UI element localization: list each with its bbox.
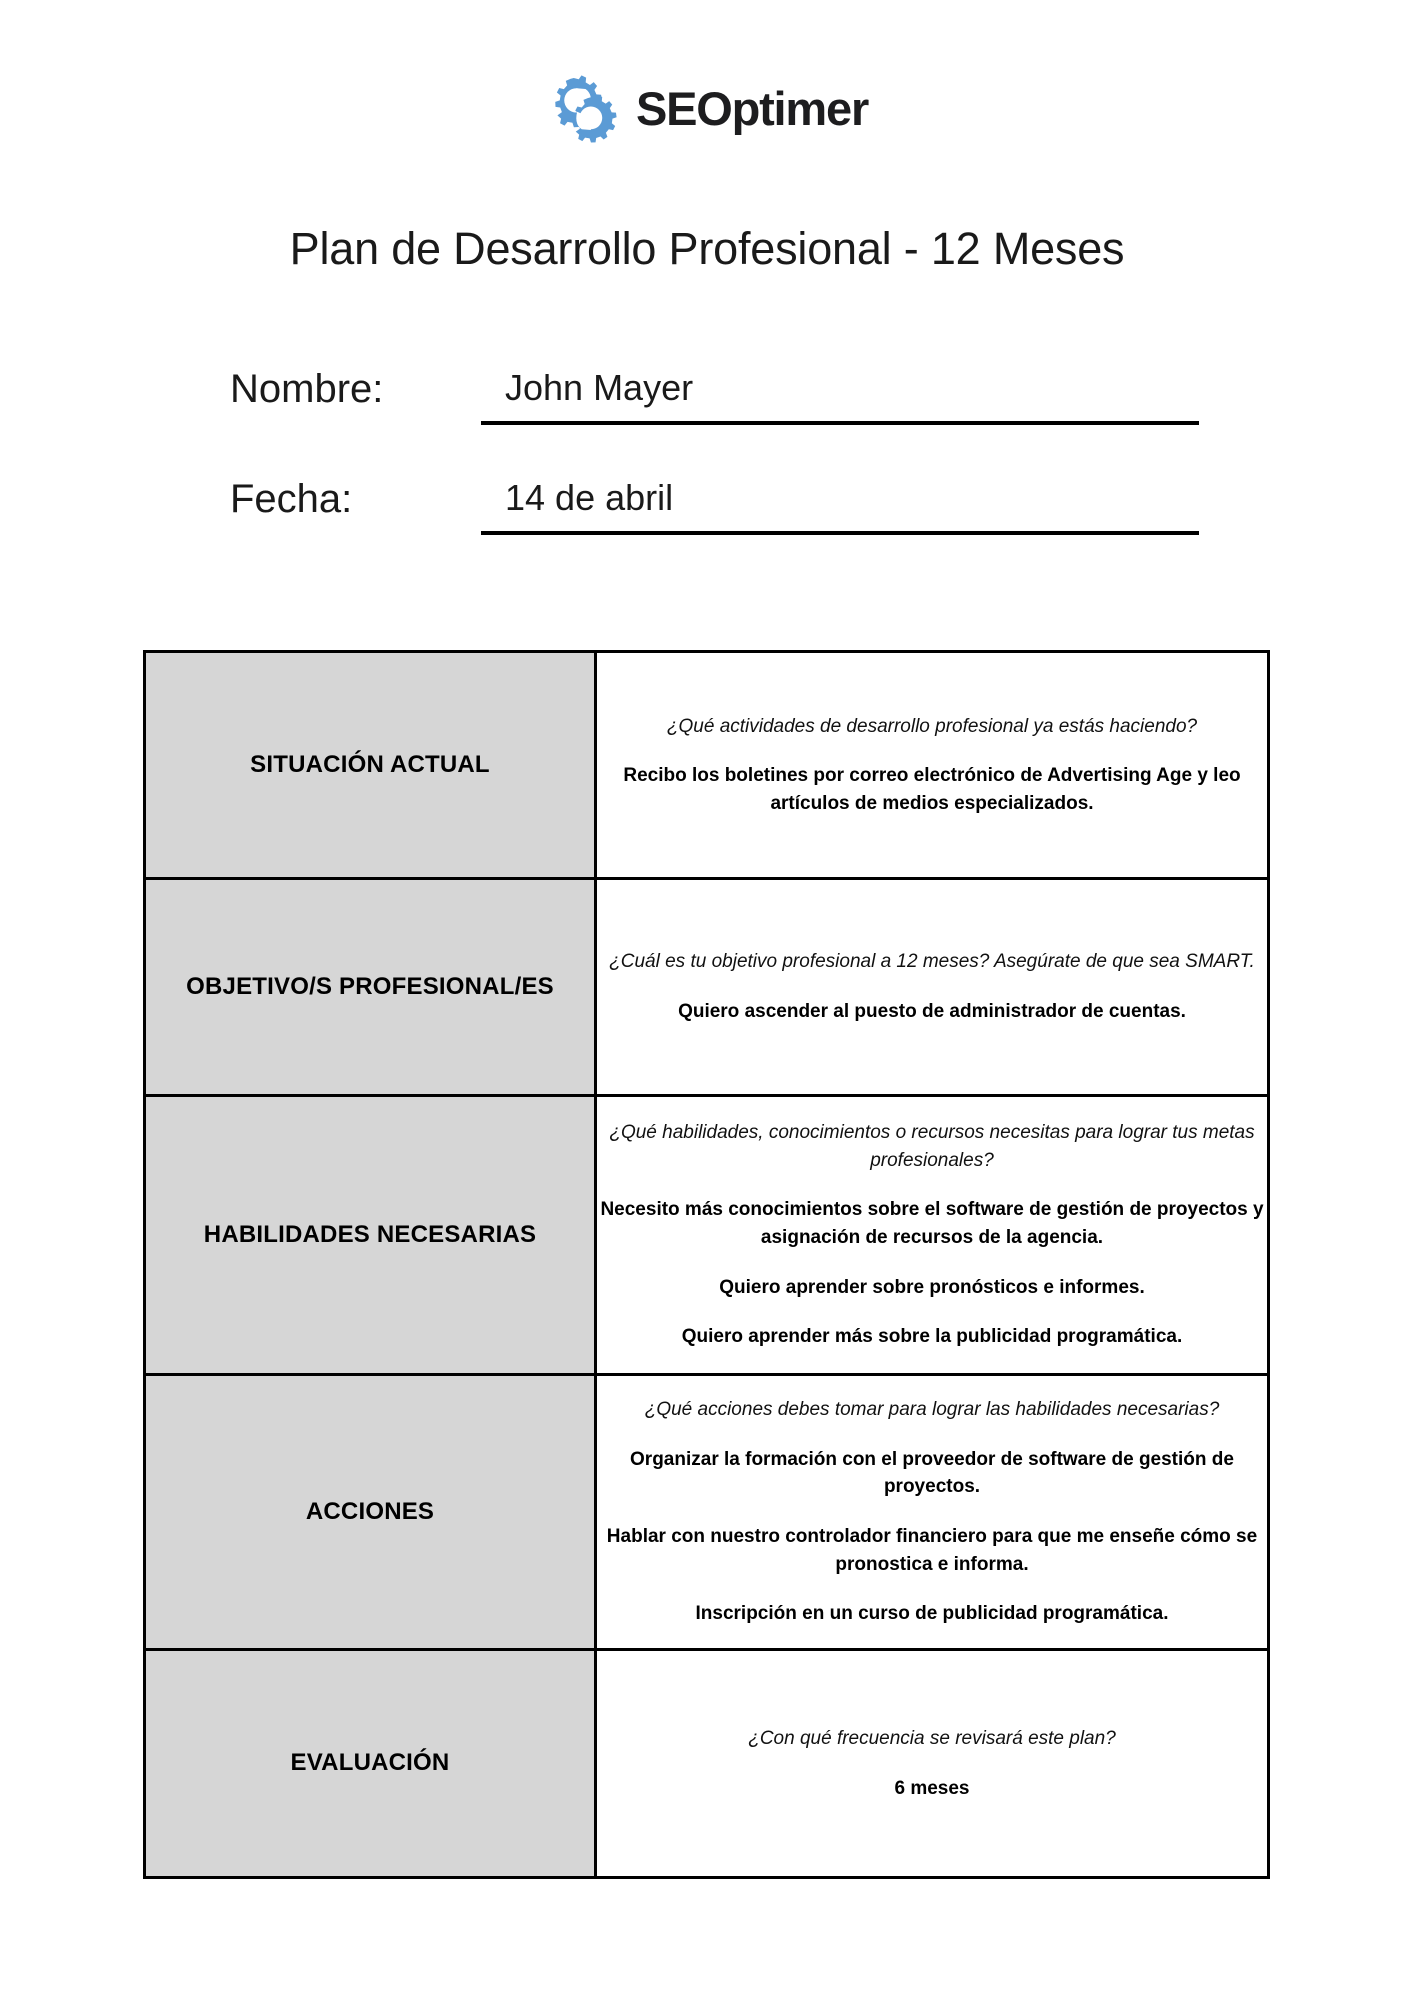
prompt-text: ¿Qué acciones debes tomar para lograr las habilidades necesarias? (644, 1399, 1220, 1421)
prompt-text: ¿Qué habilidades, conocimientos o recursos necesitas para lograr tus metas profesionales? (609, 1122, 1255, 1171)
category-cell-acciones (145, 1375, 596, 1650)
table-row (145, 1375, 1269, 1650)
brand-logo (0, 70, 1414, 146)
prompt-text: ¿Qué actividades de desarrollo profesional ya estás haciendo? (666, 715, 1198, 737)
answer-text[interactable]: Hablar con nuestro controlador financiero para que me enseñe cómo se pronostica e informa. (606, 1526, 1258, 1575)
name-field-label: Nombre: (230, 367, 384, 411)
table-row (145, 652, 1269, 879)
interlocking-gears-icon (546, 70, 622, 146)
answer-text[interactable]: Quiero ascender al puesto de administrador de cuentas. (678, 1001, 1186, 1022)
answer-text[interactable]: Inscripción en un curso de publicidad programática. (695, 1603, 1169, 1625)
category-label: SITUACIÓN ACTUAL (250, 750, 490, 778)
content-cell-habilidades-necesarias[interactable] (596, 1096, 1269, 1375)
date-field-underline (481, 531, 1199, 535)
category-cell-evaluacion (145, 1650, 596, 1878)
table-row (145, 1650, 1269, 1878)
prompt-text: ¿Cuál es tu objetivo profesional a 12 meses? Asegúrate de que sea SMART. (609, 951, 1255, 973)
date-field-value[interactable]: 14 de abril (505, 477, 674, 518)
content-cell-situacion-actual[interactable] (596, 652, 1269, 879)
date-field-row (230, 475, 1190, 535)
name-field-underline (481, 421, 1199, 425)
category-cell-habilidades-necesarias (145, 1096, 596, 1375)
category-label: EVALUACIÓN (290, 1749, 450, 1777)
answer-text[interactable]: Recibo los boletines por correo electrónico de Advertising Age y leo artículos de medios especializados. (623, 765, 1241, 814)
name-field-value[interactable]: John Mayer (505, 367, 694, 408)
brand-name: SEOptimer (635, 81, 869, 135)
content-cell-objetivos-profesionales[interactable] (596, 879, 1269, 1096)
answer-text[interactable]: Quiero aprender más sobre la publicidad programática. (681, 1326, 1183, 1348)
answer-text[interactable]: Quiero aprender sobre pronósticos e informes. (719, 1276, 1145, 1298)
category-label: ACCIONES (305, 1497, 435, 1525)
content-cell-acciones[interactable] (596, 1375, 1269, 1650)
date-field-label: Fecha: (230, 477, 353, 521)
content-cell-evaluacion[interactable] (596, 1650, 1269, 1878)
page-title: Plan de Desarrollo Profesional - 12 Meses (289, 223, 1125, 274)
development-plan-table (143, 650, 1270, 1879)
table-row (145, 1096, 1269, 1375)
table-row (145, 879, 1269, 1096)
name-field-row (230, 365, 1190, 425)
category-cell-situacion-actual (145, 652, 596, 879)
answer-text[interactable]: Necesito más conocimientos sobre el software de gestión de proyectos y asignación de recursos de la agencia. (600, 1199, 1264, 1248)
category-label: OBJETIVO/S PROFESIONAL/ES (186, 972, 554, 1000)
answer-text[interactable]: Organizar la formación con el proveedor de software de gestión de proyectos. (630, 1448, 1234, 1498)
category-cell-objetivos-profesionales (145, 879, 596, 1096)
prompt-text: ¿Con qué frecuencia se revisará este plan? (748, 1727, 1116, 1749)
category-label: HABILIDADES NECESARIAS (203, 1220, 537, 1248)
answer-text[interactable]: 6 meses (894, 1777, 970, 1799)
